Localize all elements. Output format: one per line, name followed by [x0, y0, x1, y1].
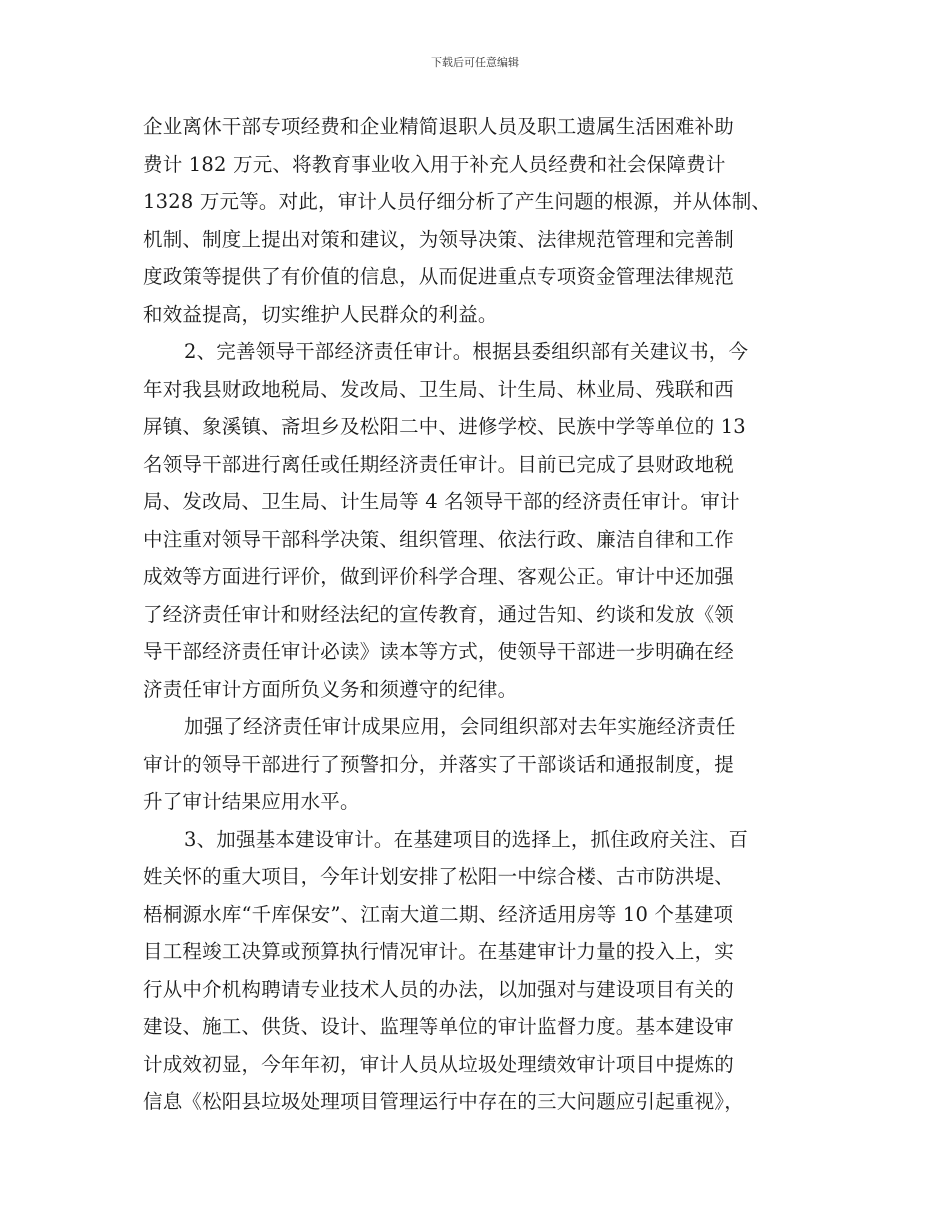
paragraph-infrastructure-audit: [143, 821, 807, 1121]
text-line: 导干部经济责任审计必读》读本等方式，使领导干部进一步明确在经: [143, 640, 735, 663]
text-line: 了经济责任审计和财经法纪的宣传教育，通过告知、约谈和发放《领: [143, 602, 735, 626]
paragraph-special-funds: [143, 108, 807, 333]
text-line: 1328 万元等。对此，审计人员仔细分析了产生问题的根源，并从体制、: [143, 190, 772, 213]
text-line: 3、加强基本建设审计。在基建项目的选择上，抓住政府关注、百: [184, 827, 749, 851]
text-line: 2、完善领导干部经济责任审计。根据县委组织部有关建议书，今: [184, 340, 749, 363]
page-header: 下载后可任意编辑: [431, 56, 519, 69]
text-line: 行从中介机构聘请专业技术人员的办法，以加强对与建设项目有关的: [143, 977, 735, 1001]
text-line: 姓关怀的重大项目，今年计划安排了松阳一中综合楼、古市防洪堤、: [143, 865, 735, 888]
text-line: 审计的领导干部进行了预警扣分，并落实了干部谈话和通报制度，提: [143, 752, 735, 776]
text-line: 中注重对领导干部科学决策、组织管理、依法行政、廉洁自律和工作: [143, 527, 735, 551]
text-line: 计成效初显，今年年初，审计人员从垃圾处理绩效审计项目中提炼的: [143, 1052, 735, 1076]
document-body: [143, 108, 807, 1121]
text-line: 加强了经济责任审计成果应用，会同组织部对去年实施经济责任: [184, 715, 736, 738]
text-line: 济责任审计方面所负义务和须遵守的纪律。: [143, 677, 518, 701]
text-line: 升了审计结果应用水平。: [143, 790, 360, 813]
text-line: 机制、制度上提出对策和建议，为领导决策、法律规范管理和完善制: [143, 227, 735, 251]
text-line: 成效等方面进行评价，做到评价科学合理、客观公正。审计中还加强: [143, 565, 735, 588]
paragraph-economic-responsibility-audit: [143, 333, 807, 708]
text-line: 梧桐源水库“千库保安”、江南大道二期、经济适用房等 10 个基建项: [143, 902, 734, 926]
text-line: 费计 182 万元、将教育事业收入用于补充人员经费和社会保障费计: [143, 152, 726, 176]
text-line: 度政策等提供了有价值的信息，从而促进重点专项资金管理法律规范: [143, 265, 735, 288]
text-line: 目工程竣工决算或预算执行情况审计。在基建审计力量的投入上，实: [143, 940, 735, 963]
text-line: 信息《松阳县垃圾处理项目管理运行中存在的三大问题应引起重视》，: [143, 1090, 744, 1113]
text-line: 屏镇、象溪镇、斋坦乡及松阳二中、进修学校、民族中学等单位的 13: [143, 415, 746, 438]
text-line: 局、发改局、卫生局、计生局等 4 名领导干部的经济责任审计。审计: [143, 490, 740, 513]
text-line: 年对我县财政地税局、发改局、卫生局、计生局、林业局、残联和西: [143, 377, 735, 401]
paragraph-audit-results-application: [143, 708, 807, 821]
text-line: 建设、施工、供货、设计、监理等单位的审计监督力度。基本建设审: [143, 1015, 735, 1038]
text-line: 名领导干部进行离任或任期经济责任审计。目前已完成了县财政地税: [143, 452, 735, 476]
text-line: 和效益提高，切实维护人民群众的利益。: [143, 302, 498, 326]
text-line: 企业离休干部专项经费和企业精简退职人员及职工遗属生活困难补助: [143, 115, 735, 138]
